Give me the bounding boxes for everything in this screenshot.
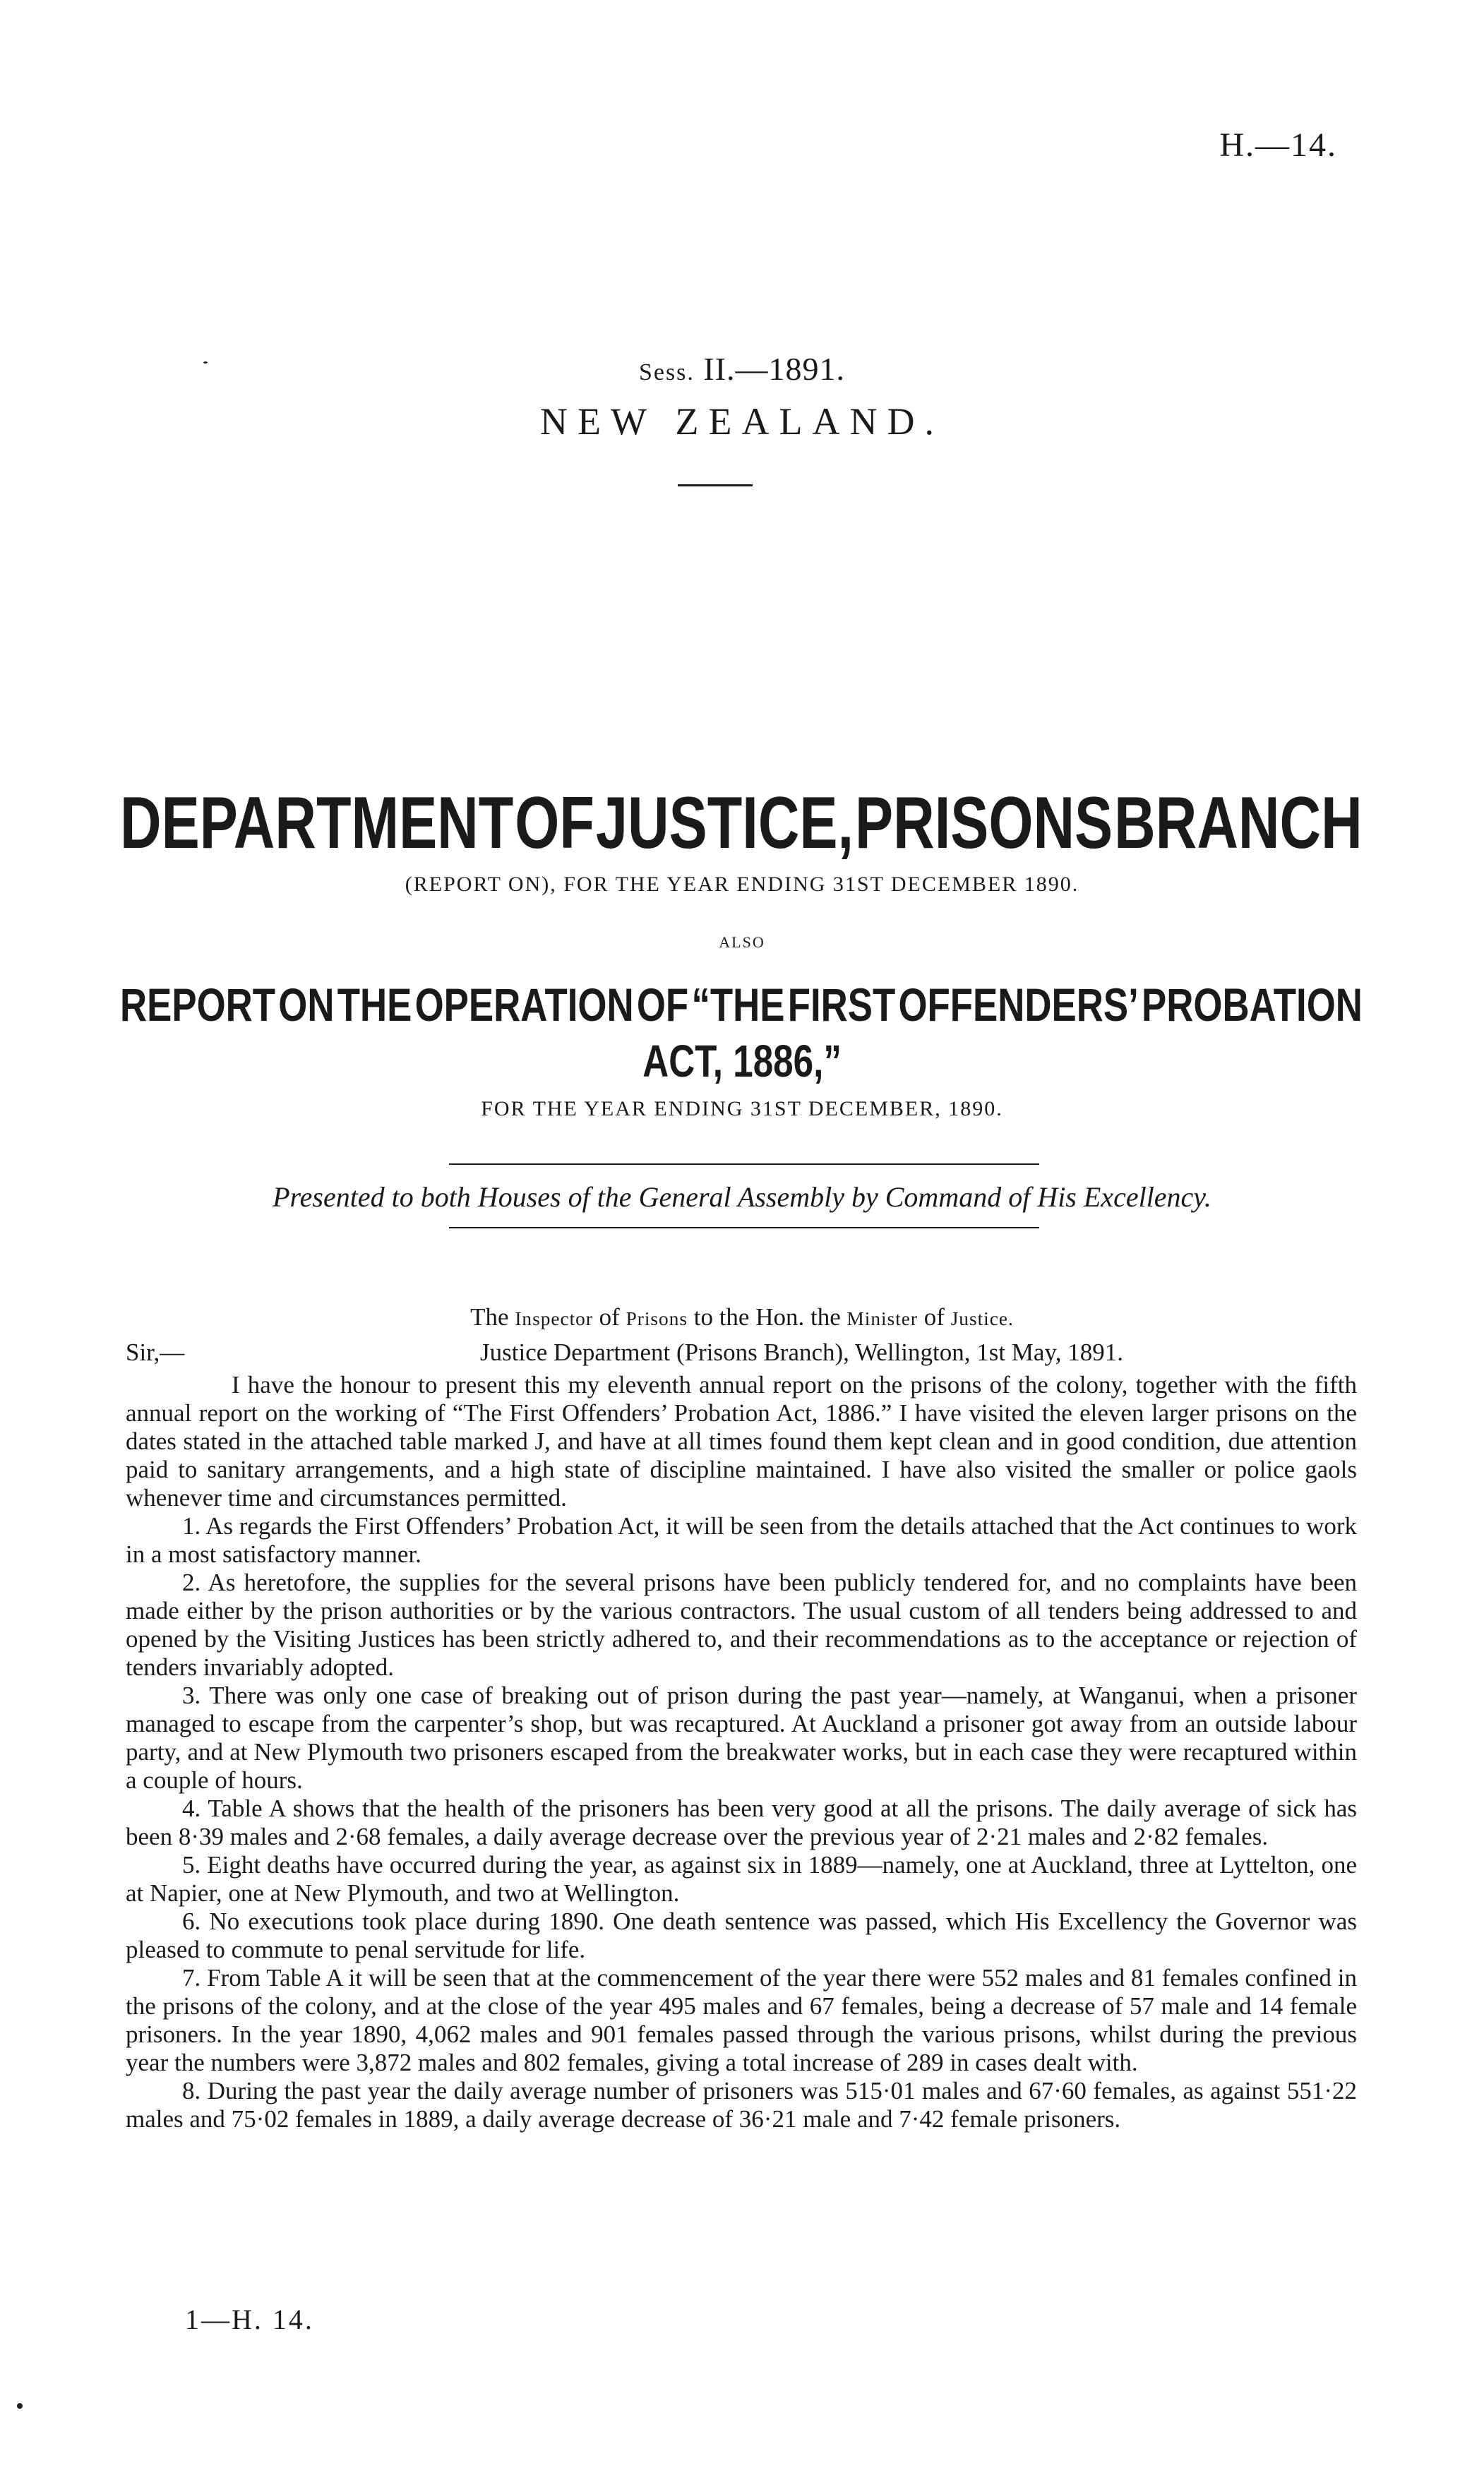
report-title-word: OF — [636, 978, 689, 1031]
addressee-word: of — [599, 1303, 620, 1331]
addressee-word: The — [470, 1303, 509, 1331]
footer-reference: 1—H. 14. — [185, 2304, 314, 2335]
report-subtitle: FOR THE YEAR ENDING 31ST DECEMBER, 1890. — [481, 1097, 1003, 1120]
body-paragraph: 1. As regards the First Offenders’ Probation Act, it will be seen from the details attached that the Act continues to work in a most satisfactory manner. — [126, 1512, 1357, 1568]
report-title-word: REPORT — [120, 978, 276, 1031]
print-speck — [203, 361, 208, 364]
report-title-word: PROBATION — [1142, 978, 1363, 1031]
dept-title-word: JUSTICE, — [595, 782, 854, 864]
body-paragraph: 3. There was only one case of breaking out of prison during the past year—namely, at Wanganui, when a prisoner managed to escape from the carpenter’s shop, but was recaptured. At Auckland a prisoner got away from an outside labour party, and at New Plymouth two prisoners escaped from the breakwater works, but in each case they were recaptured within a couple of hours. — [126, 1682, 1357, 1794]
print-speck — [17, 2403, 23, 2409]
dept-title-word: PRISONS — [855, 782, 1113, 864]
session-label: Sess. — [638, 359, 695, 385]
body-paragraph: 6. No executions took place during 1890. One death sentence was passed, which His Excellency the Governor was pleased to commute to penal servitude for life. — [126, 1908, 1357, 1963]
session-line — [0, 350, 1484, 388]
page-reference: H.—14. — [1219, 126, 1337, 164]
report-title-word: OFFENDERS’ — [898, 978, 1139, 1031]
session-number: II.—1891. — [703, 351, 846, 387]
department-subtitle: (REPORT ON), FOR THE YEAR ENDING 31ST DECEMBER 1890. — [405, 873, 1079, 896]
addressee-title: Justice. — [950, 1308, 1014, 1329]
dept-title-word: DEPARTMENT — [120, 782, 514, 864]
addressee-title: Prisons — [626, 1308, 688, 1329]
salutation: Sir,— — [126, 1339, 185, 1366]
report-body — [126, 1371, 1357, 2133]
presented-line: Presented to both Houses of the General Assembly by Command of His Excellency. — [273, 1181, 1211, 1213]
body-paragraph: 7. From Table A it will be seen that at the commencement of the year there were 552 males and 81 females confined in the prisons of the colony, and at the close of the year 495 males and 67 females, being a decrease of 57 male and 14 female prisoners. In the year 1890, 4,062 males and 901 females passed through the various prisons, whilst during the previous year the numbers were 3,872 males and 802 females, giving a total increase of 289 in cases dealt with. — [126, 1964, 1357, 2076]
addressee-title: Minister — [846, 1308, 918, 1329]
dept-title-word: OF — [515, 782, 594, 864]
also-label: ALSO — [719, 933, 765, 951]
addressee-word: of — [923, 1303, 945, 1331]
divider-rule — [449, 1163, 1039, 1165]
body-paragraph: 8. During the past year the daily average number of prisoners was 515·01 males and 67·60 females, as against 551·22 males and 75·02 females in 1889, a daily average decrease of 36·21 male and 7·42 female prisoners. — [126, 2077, 1357, 2133]
report-title-word: THE — [337, 978, 412, 1031]
report-title-word: FIRST — [787, 978, 896, 1031]
report-title-word: “THE — [691, 978, 785, 1031]
addressee-line — [0, 1303, 1484, 1331]
report-title-word: OPERATION — [414, 978, 634, 1031]
divider-rule — [449, 1227, 1039, 1228]
body-paragraph: 4. Table A shows that the health of the prisoners has been very good at all the prisons. The daily average of sick has been 8·39 males and 2·68 females, a daily average decrease over the previous year of 2·21 males and 2·82 females. — [126, 1795, 1357, 1850]
report-title-act: ACT, 1886,” — [642, 1036, 842, 1086]
divider-rule — [678, 484, 753, 486]
report-title-word: ON — [278, 978, 335, 1031]
dept-title-word: BRANCH — [1114, 782, 1363, 864]
department-title — [120, 782, 1363, 864]
body-paragraph: 5. Eight deaths have occurred during the year, as against six in 1889—namely, one at Auckland, three at Lyttelton, one at Napier, one at New Plymouth, and two at Wellington. — [126, 1851, 1357, 1907]
body-paragraph: 2. As heretofore, the supplies for the several prisons have been publicly tendered for, and no complaints have been made either by the prison authorities or by the various contractors. The usual custom of all tenders being addressed to and opened by the Visiting Justices has been strictly adhered to, and their recommendations as to the acceptance or rejection of tenders invariably adopted. — [126, 1569, 1357, 1681]
addressee-title: Inspector — [515, 1308, 593, 1329]
report-title — [120, 978, 1363, 1031]
report-title-line2 — [0, 1035, 1484, 1087]
body-paragraph: I have the honour to present this my eleventh annual report on the prisons of the colony, together with the fifth annual report on the working of “The First Offenders’ Probation Act, 1886.” I have visited the eleven larger prisons on the dates stated in the attached table marked J, and have at all times found them kept clean and in good condition, due attention paid to sanitary arrangements, and a high state of discipline maintained. I have also visited the smaller or police gaols whenever time and circumstances permitted. — [126, 1371, 1357, 1511]
addressee-word: to the Hon. the — [693, 1303, 841, 1331]
dateline: Justice Department (Prisons Branch), Wellington, 1st May, 1891. — [480, 1339, 1123, 1366]
country-heading: NEW ZEALAND. — [540, 400, 944, 443]
